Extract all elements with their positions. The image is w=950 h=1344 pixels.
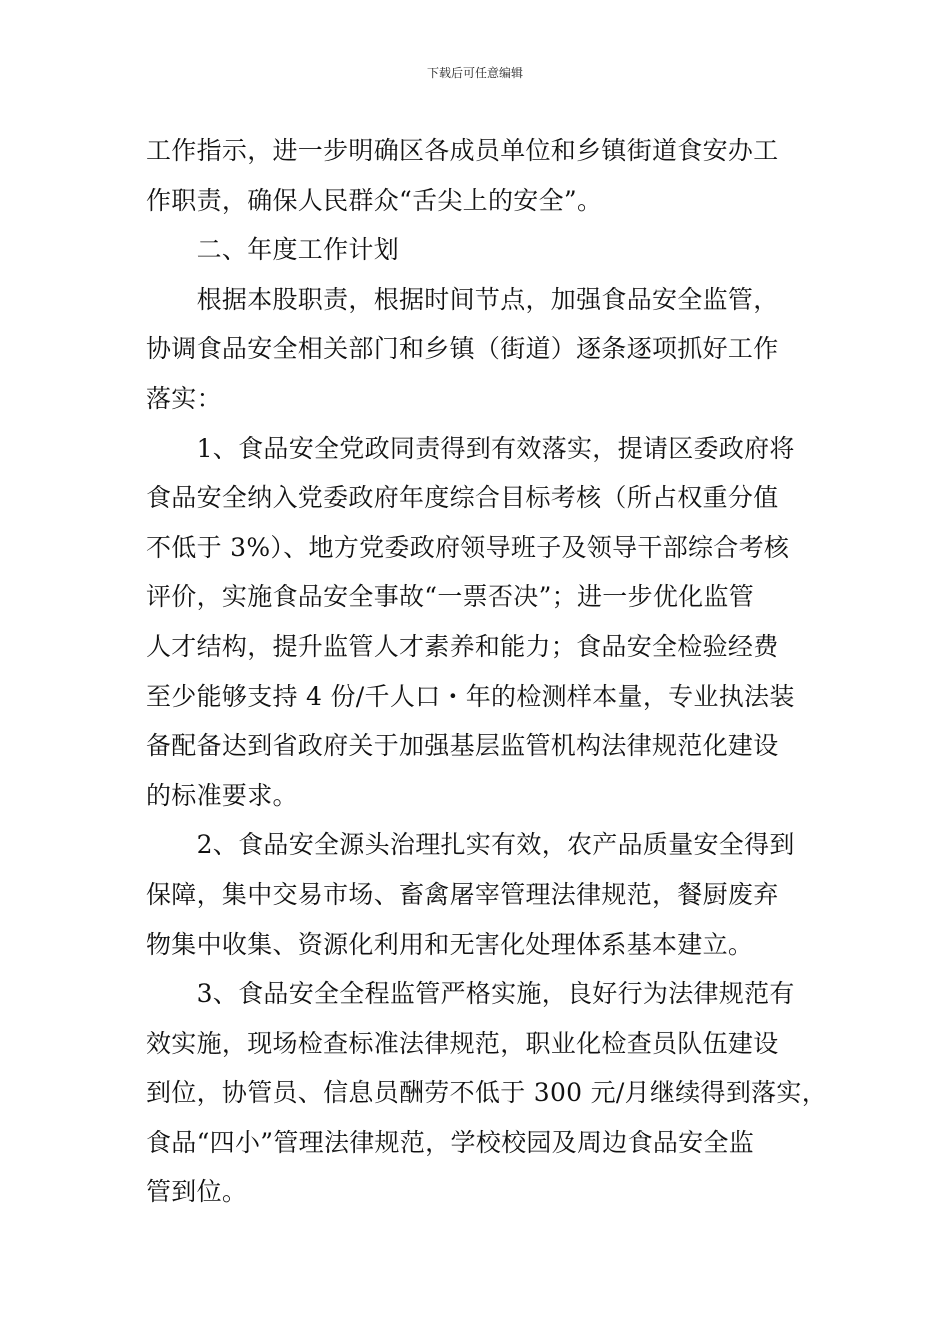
text-line: 到位，协管员、信息员酬劳不低于 300 元/月继续得到落实， bbox=[146, 1078, 828, 1108]
text-line: 评价，实施食品安全事故“一票否决”；进一步优化监管 bbox=[146, 582, 755, 612]
document-body bbox=[146, 126, 828, 1217]
text-line: 1、食品安全党政同责得到有效落实，提请区委政府将 bbox=[146, 433, 795, 463]
text-line: 协调食品安全相关部门和乡镇（街道）逐条逐项抓好工作 bbox=[146, 334, 779, 364]
text-line: 作职责，确保人民群众“舌尖上的安全”。 bbox=[146, 185, 603, 215]
text-line: 食品“四小”管理法律规范，学校校园及周边食品安全监 bbox=[146, 1127, 755, 1157]
section-heading: 二、年度工作计划 bbox=[146, 235, 400, 265]
text-line: 效实施，现场检查标准法律规范，职业化检查员队伍建设 bbox=[146, 1028, 779, 1058]
text-line: 食品安全纳入党委政府年度综合目标考核（所占权重分值 bbox=[146, 483, 779, 513]
text-line: 备配备达到省政府关于加强基层监管机构法律规范化建设 bbox=[146, 731, 779, 761]
text-line: 管到位。 bbox=[146, 1177, 248, 1207]
text-line: 保障，集中交易市场、畜禽屠宰管理法律规范，餐厨废弃 bbox=[146, 879, 779, 909]
text-line: 人才结构，提升监管人才素养和能力；食品安全检验经费 bbox=[146, 631, 779, 661]
text-line: 3、食品安全全程监管严格实施，良好行为法律规范有 bbox=[146, 979, 795, 1009]
text-line: 的标准要求。 bbox=[146, 780, 298, 810]
text-line: 工作指示，进一步明确区各成员单位和乡镇街道食安办工 bbox=[146, 136, 779, 165]
text-line: 物集中收集、资源化利用和无害化处理体系基本建立。 bbox=[146, 929, 754, 959]
text-line: 落实： bbox=[146, 383, 222, 413]
page-header: 下载后可任意编辑 bbox=[426, 66, 523, 80]
text-line: 至少能够支持 4 份/千人口・年的检测样本量，专业执法装 bbox=[146, 681, 795, 711]
text-line: 不低于 3%）、地方党委政府领导班子及领导干部综合考核 bbox=[146, 532, 790, 562]
text-line: 根据本股职责，根据时间节点，加强食品安全监管， bbox=[146, 284, 779, 314]
text-line: 2、食品安全源头治理扎实有效，农产品质量安全得到 bbox=[146, 830, 795, 860]
